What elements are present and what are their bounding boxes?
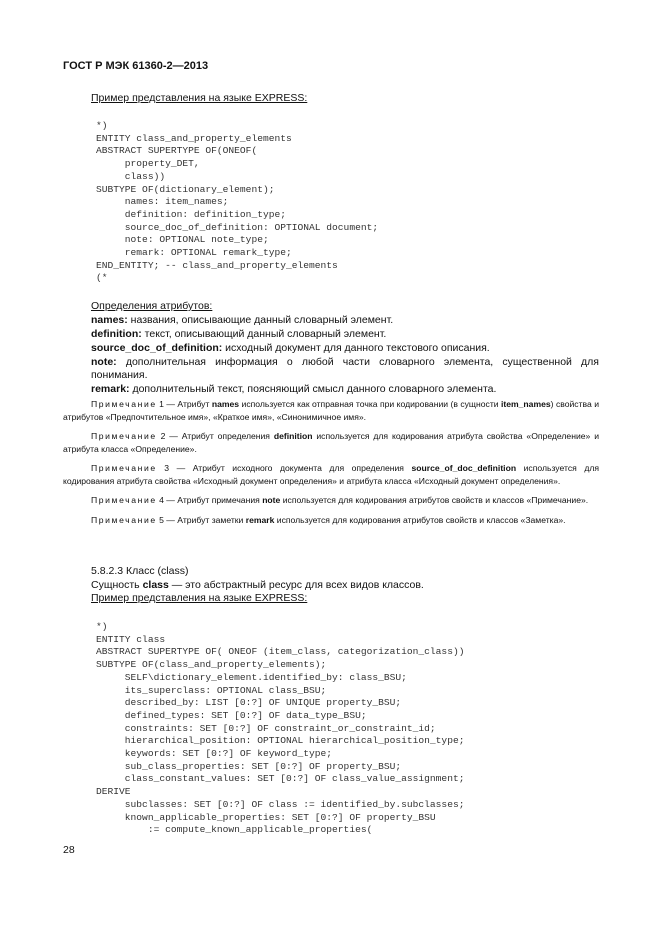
notes-list <box>63 398 599 526</box>
express-code-block-2: *) ENTITY class ABSTRACT SUPERTYPE OF( ONEOF (item_class, categorization_class)) SUBTYPE OF(class_and_property_elements); SELF\dictionary_element.identified_by: class_BSU; its_superclass: OPTIONAL class_BSU; described_by: LIST [0:?] OF UNIQUE property_BSU; defined_types: SET [0:?] OF data_type_BSU; constraints: SET [0:?] OF constraint_or_constraint_id; hierarchical_position: OPTIONAL hierarchical_position_type; keywords: SET [0:?] OF keyword_type; sub_class_properties: SET [0:?] OF property_BSU; class_constant_values: SET [0:?] OF class_value_assignment; DERIVE subclasses: SET [0:?] OF class := identified_by.subclasses; known_applicable_properties: SET [0:?] OF property_BSU := compute_known_applicable_properties( <box>96 621 465 836</box>
express-code-block-1: *) ENTITY class_and_property_elements ABSTRACT SUPERTYPE OF(ONEOF( property_DET, class)) SUBTYPE OF(dictionary_element); names: item_names; definition: definition_type; source_doc_of_definition: OPTIONAL document; note: OPTIONAL note_type; remark: OPTIONAL remark_type; END_ENTITY; -- class_and_property_elements (* <box>96 120 379 284</box>
note-2: Примечание 2 — Атрибут определения definition используется для кодирования атрибута свойства «Определение» и атрибута класса «Определение». <box>63 431 599 454</box>
example-heading-1: Пример представления на языке EXPRESS: <box>91 92 308 104</box>
attribute-def-names: names: названия, описывающие данный словарный элемент. <box>91 314 394 326</box>
note-5: Примечание 5 — Атрибут заметки remark используется для кодирования атрибутов свойств и классов «Заметка». <box>91 514 566 525</box>
section-number: 5.8.2.3 Класс (class) <box>91 565 189 577</box>
note-1: Примечание 1 — Атрибут names используется как отправная точка при кодировании (в сущности item_names) свойства и атрибутов «Предпочтительное имя», «Краткое имя», «Синонимичное имя». <box>63 399 600 422</box>
example-heading-2: Пример представления на языке EXPRESS: <box>91 592 308 604</box>
attributes-heading: Определения атрибутов: <box>91 300 213 312</box>
note-4: Примечание 4 — Атрибут примечания note используется для кодирования атрибутов свойств и классов «Примечание». <box>91 495 589 505</box>
attribute-def-source: source_doc_of_definition: исходный документ для данного текстового описания. <box>91 342 490 354</box>
document-header: ГОСТ Р МЭК 61360-2—2013 <box>63 60 209 72</box>
attribute-def-definition: definition: текст, описывающий данный словарный элемент. <box>91 328 387 340</box>
attribute-definitions <box>91 314 599 396</box>
attribute-def-remark: remark: дополнительный текст, поясняющий смысл данного словарного элемента. <box>91 383 497 395</box>
section-intro: Сущность class — это абстрактный ресурс для всех видов классов. <box>91 579 424 591</box>
attribute-def-note: note: дополнительная информация о любой части словарного элемента, существенной для понимания. <box>91 356 599 381</box>
page-number: 28 <box>63 844 75 856</box>
note-3: Примечание 3 — Атрибут исходного документа для определения source_of_doc_definition используется для кодирования атрибута свойства «Исходный документ определения» и атрибута класса «Исходный документ определения». <box>63 463 599 486</box>
